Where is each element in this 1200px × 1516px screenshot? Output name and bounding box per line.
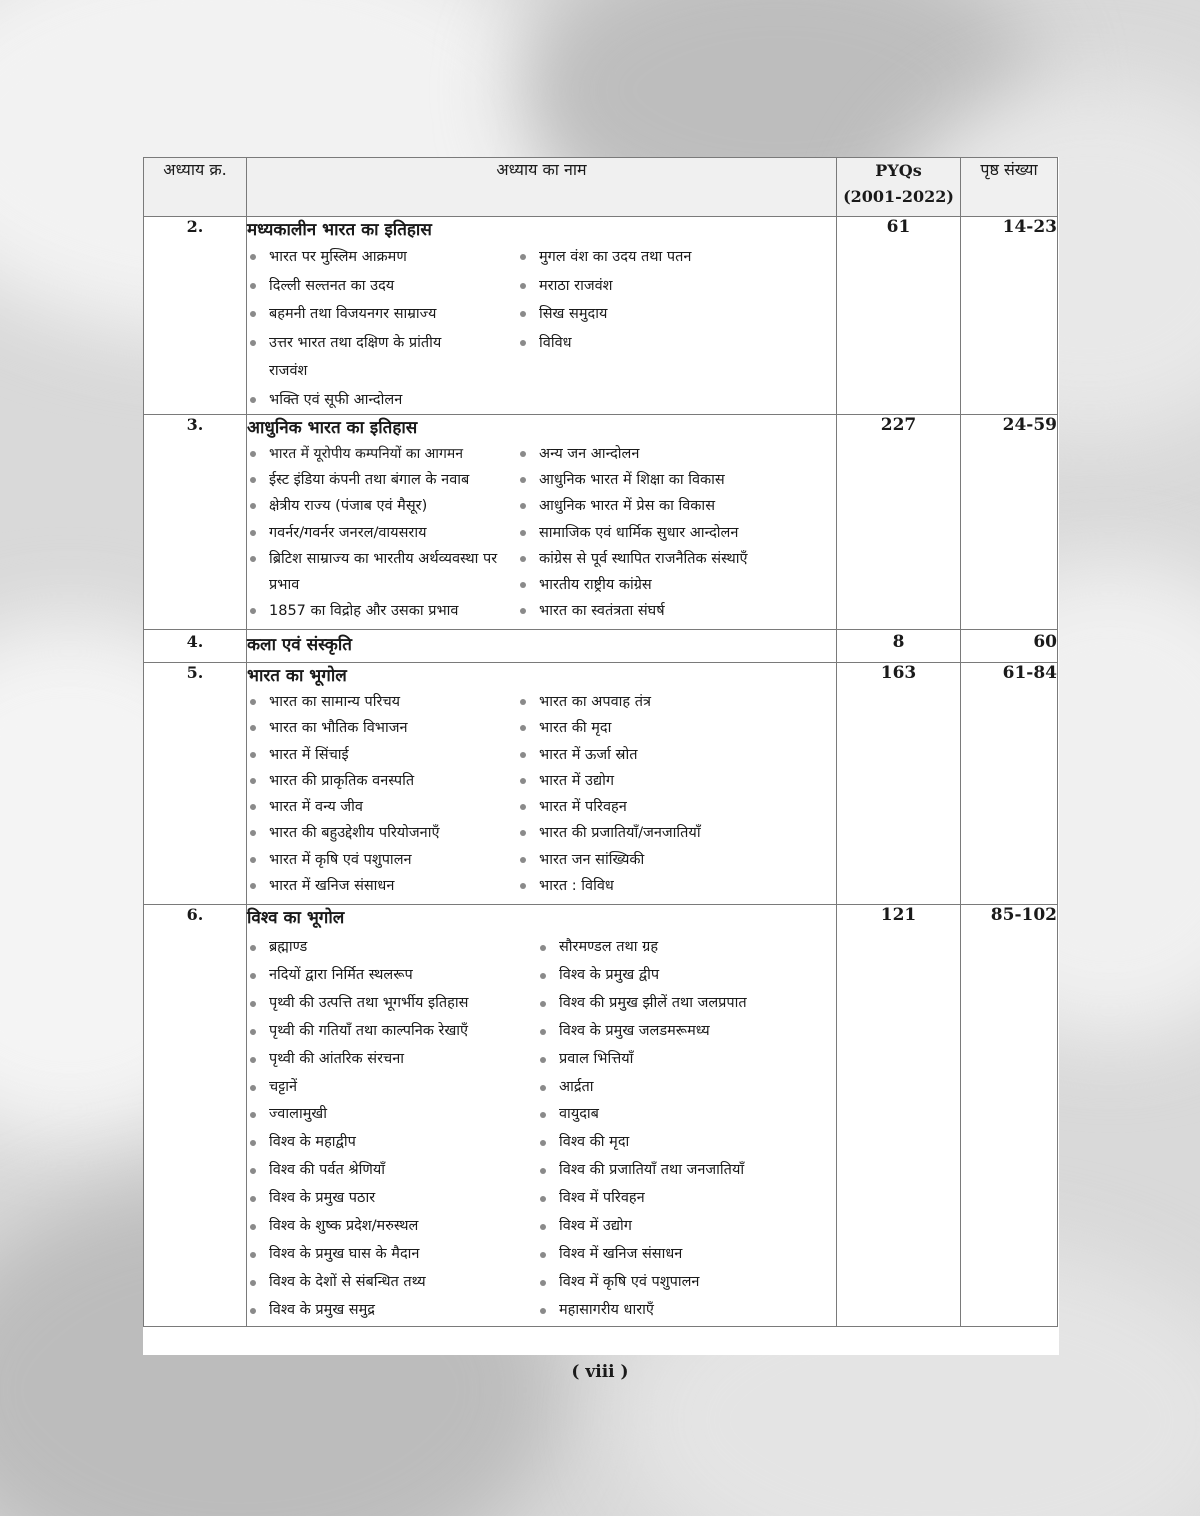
list-item: आर्द्रता [537,1074,747,1102]
table-row [144,217,1058,415]
list-item: विश्व के प्रमुख पठार [247,1185,537,1213]
contents-sheet [143,157,1059,1355]
list-item: ब्रह्माण्ड [247,934,537,962]
list-item: आधुनिक भारत में शिक्षा का विकास [517,467,748,493]
chapter-number: 6. [144,905,247,1327]
table-header-row [144,158,1058,217]
list-item: भारत में वन्य जीव [247,794,517,820]
topic-list-right [517,441,748,624]
list-item: विविध [517,329,691,358]
table-row [144,630,1058,663]
list-item: सौरमण्डल तथा ग्रह [537,934,747,962]
list-item: विश्व की मृदा [537,1129,747,1157]
chapter-title: मध्यकालीन भारत का इतिहास [247,220,432,240]
list-item: भारत की मृदा [517,715,701,741]
list-item: भारत जन सांख्यिकी [517,847,701,873]
header-pyqs-label: PYQs [875,161,922,180]
list-item: विश्व के शुष्क प्रदेश/मरुस्थल [247,1213,537,1241]
chapter-cell [247,217,837,415]
list-item: अन्य जन आन्दोलन [517,441,748,467]
list-item: भारत की प्राकृतिक वनस्पति [247,768,517,794]
list-item: क्षेत्रीय राज्य (पंजाब एवं मैसूर) [247,493,517,519]
list-item: मुगल वंश का उदय तथा पतन [517,243,691,272]
pyq-count: 121 [837,905,961,1327]
topic-list-left [247,441,517,624]
contents-table [143,157,1058,1327]
list-item: विश्व की प्रमुख झीलें तथा जलप्रपात [537,990,747,1018]
pyq-count: 163 [837,663,961,905]
header-pyqs-years: (2001-2022) [843,187,954,206]
list-item: मराठा राजवंश [517,272,691,301]
page-range: 61-84 [961,663,1058,905]
page-range: 60 [961,630,1058,663]
list-item: विश्व के देशों से संबन्धित तथ्य [247,1269,537,1297]
list-item: विश्व में उद्योग [537,1213,747,1241]
list-item: भक्ति एवं सूफी आन्दोलन [247,386,517,415]
list-item: 1857 का विद्रोह और उसका प्रभाव [247,598,517,624]
chapter-cell [247,630,837,663]
list-item: विश्व की पर्वत श्रेणियाँ [247,1157,537,1185]
list-item: वायुदाब [537,1101,747,1129]
page-range: 14-23 [961,217,1058,415]
topic-list-left [247,934,537,1325]
list-item: भारतीय राष्ट्रीय कांग्रेस [517,572,748,598]
list-item: चट्टानें [247,1074,537,1102]
list-item: विश्व के महाद्वीप [247,1129,537,1157]
list-item: विश्व के प्रमुख जलडमरूमध्य [537,1018,747,1046]
list-item: विश्व के प्रमुख घास के मैदान [247,1241,537,1269]
chapter-number: 2. [144,217,247,415]
page-range: 24-59 [961,415,1058,630]
chapter-title: विश्व का भूगोल [247,908,345,928]
list-item: उत्तर भारत तथा दक्षिण के प्रांतीय राजवंश [247,329,479,386]
topic-list-left [247,689,517,899]
list-item: सामाजिक एवं धार्मिक सुधार आन्दोलन [517,520,748,546]
chapter-number: 3. [144,415,247,630]
list-item: भारत का सामान्य परिचय [247,689,517,715]
list-item: भारत का अपवाह तंत्र [517,689,701,715]
list-item: भारत : विविध [517,873,701,899]
list-item: विश्व के प्रमुख द्वीप [537,962,747,990]
list-item: बहमनी तथा विजयनगर साम्राज्य [247,300,517,329]
chapter-number: 5. [144,663,247,905]
chapter-cell [247,663,837,905]
page-number: ( viii ) [571,1362,629,1382]
list-item: भारत में उद्योग [517,768,701,794]
list-item: दिल्ली सल्तनत का उदय [247,272,517,301]
list-item: भारत का भौतिक विभाजन [247,715,517,741]
list-item: सिख समुदाय [517,300,691,329]
header-page-no: पृष्ठ संख्या [961,158,1058,217]
list-item: भारत में कृषि एवं पशुपालन [247,847,517,873]
list-item: महासागरीय धाराएँ [537,1297,747,1325]
topic-list-right [537,934,747,1325]
list-item: भारत में ऊर्जा स्रोत [517,742,701,768]
list-item: पृथ्वी की उत्पत्ति तथा भूगर्भीय इतिहास [247,990,537,1018]
pyq-count: 227 [837,415,961,630]
table-row [144,905,1058,1327]
header-chapter-no: अध्याय क्र. [144,158,247,217]
chapter-title: भारत का भूगोल [247,666,347,686]
chapter-title: कला एवं संस्कृति [247,635,352,655]
list-item: गवर्नर/गवर्नर जनरल/वायसराय [247,520,517,546]
list-item: भारत पर मुस्लिम आक्रमण [247,243,517,272]
list-item: नदियों द्वारा निर्मित स्थलरूप [247,962,537,990]
list-item: आधुनिक भारत में प्रेस का विकास [517,493,748,519]
list-item: कांग्रेस से पूर्व स्थापित राजनैतिक संस्थाएँ [517,546,748,572]
list-item: प्रवाल भित्तियाँ [537,1046,747,1074]
list-item: भारत में सिंचाई [247,742,517,768]
table-row [144,663,1058,905]
list-item: विश्व में खनिज संसाधन [537,1241,747,1269]
list-item: भारत का स्वतंत्रता संघर्ष [517,598,748,624]
list-item: विश्व के प्रमुख समुद्र [247,1297,537,1325]
list-item: भारत की प्रजातियाँ/जनजातियाँ [517,820,701,846]
list-item: विश्व की प्रजातियाँ तथा जनजातियाँ [537,1157,747,1185]
topic-list-left [247,243,517,414]
list-item: ज्वालामुखी [247,1101,537,1129]
chapter-cell [247,905,837,1327]
header-chapter-name: अध्याय का नाम [247,158,837,217]
chapter-number: 4. [144,630,247,663]
pyq-count: 8 [837,630,961,663]
list-item: भारत में परिवहन [517,794,701,820]
pyq-count: 61 [837,217,961,415]
list-item: विश्व में परिवहन [537,1185,747,1213]
list-item: पृथ्वी की आंतरिक संरचना [247,1046,537,1074]
list-item: ब्रिटिश साम्राज्य का भारतीय अर्थव्यवस्था पर प्रभाव [247,546,509,598]
header-pyqs [837,158,961,217]
chapter-cell [247,415,837,630]
topic-list-right [517,689,701,899]
list-item: भारत में यूरोपीय कम्पनियों का आगमन [247,441,517,467]
table-row [144,415,1058,630]
list-item: विश्व में कृषि एवं पशुपालन [537,1269,747,1297]
list-item: भारत में खनिज संसाधन [247,873,517,899]
page-range: 85-102 [961,905,1058,1327]
chapter-title: आधुनिक भारत का इतिहास [247,418,418,438]
topic-list-right [517,243,691,414]
list-item: भारत की बहुउद्देशीय परियोजनाएँ [247,820,517,846]
list-item: पृथ्वी की गतियाँ तथा काल्पनिक रेखाएँ [247,1018,537,1046]
list-item: ईस्ट इंडिया कंपनी तथा बंगाल के नवाब [247,467,517,493]
